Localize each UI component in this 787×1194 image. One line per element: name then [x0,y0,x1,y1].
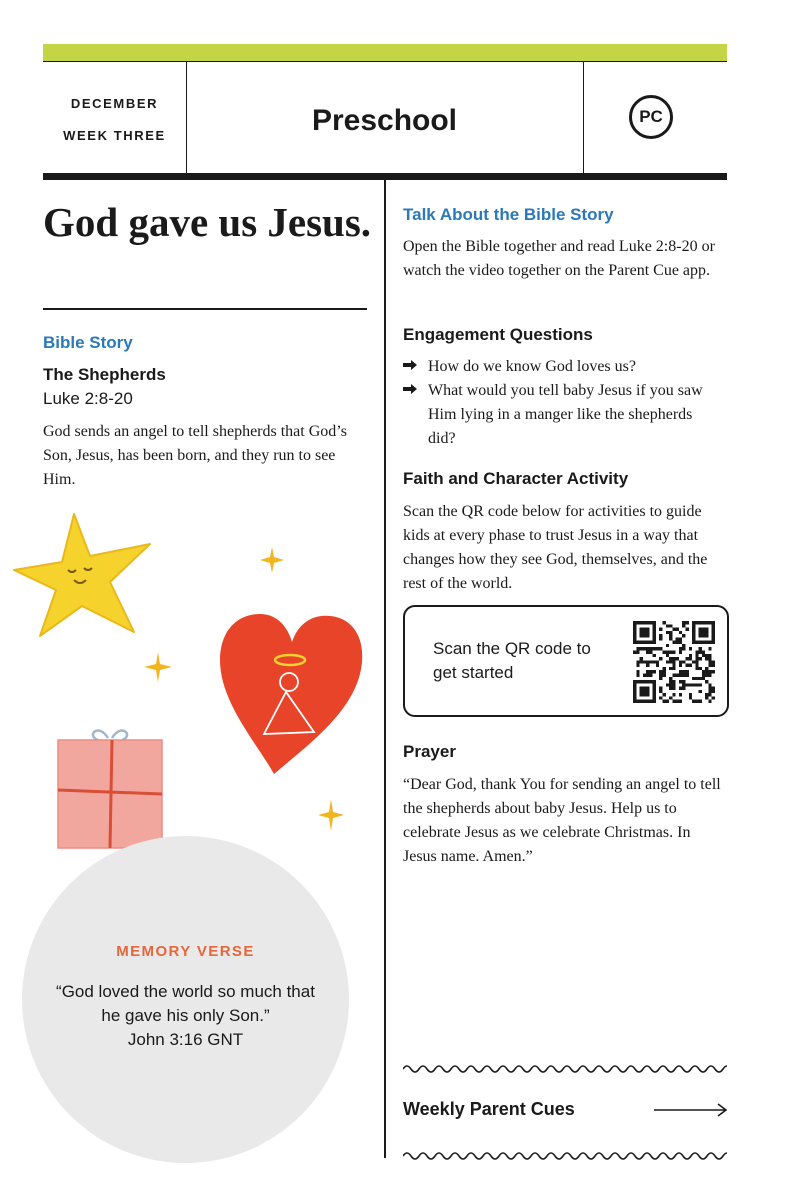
wavy-divider [403,1063,727,1075]
memory-verse-reference: John 3:16 GNT [127,1030,244,1049]
headline: God gave us Jesus. [43,199,372,245]
gift-box-illustration [50,718,170,853]
page-title: Preschool [311,104,458,137]
wavy-divider [403,1150,727,1162]
list-item [403,355,719,379]
activity-heading: Faith and Character Activity [403,469,629,488]
qr-code-box[interactable] [403,605,729,717]
talk-about-text: Open the Bible together and read Luke 2:8-20 or watch the video together on the Parent Cue app. [403,238,715,279]
prayer-heading: Prayer [403,742,456,761]
story-reference: Luke 2:8-20 [43,389,133,408]
sparkle-icon [316,797,346,833]
qr-code-image[interactable] [633,621,715,703]
memory-verse [22,980,349,1052]
prayer-text: “Dear God, thank You for sending an angel to tell the shepherds about baby Jesus. Help us to celebrate Jesus as we celebrate Christmas. In Jesus name. Amen.” [403,776,721,865]
arrow-right-icon[interactable] [654,1102,728,1118]
week-label: WEEK THREE [63,128,166,143]
qr-prompt: Scan the QR code to get started [433,639,591,682]
memory-verse-text: “God loved the world so much that he gave his only Son.” [56,982,315,1025]
question-text: What would you tell baby Jesus if you saw Him lying in a manger like the shepherds did? [428,382,703,447]
question-list [403,355,719,451]
sparkle-icon [258,545,286,575]
arrow-bullet-icon [403,384,417,394]
story-summary: God sends an angel to tell shepherds that God’s Son, Jesus, has been born, and they run to see Him. [43,423,347,488]
sparkle-icon [142,650,174,684]
headline-rule [43,308,367,310]
month-label: DECEMBER [70,96,159,111]
talk-about-heading: Talk About the Bible Story [403,205,614,224]
arrow-bullet-icon [403,360,417,370]
story-title: The Shepherds [43,365,166,384]
engagement-heading: Engagement Questions [403,325,593,344]
header-divider [43,173,727,180]
heart-angel-illustration [216,612,366,778]
list-item [403,379,719,451]
parent-cue-logo [629,95,673,139]
page-header [43,62,727,174]
smiling-star-illustration [12,510,157,640]
top-accent-bar [43,44,727,62]
question-text: How do we know God loves us? [428,358,636,375]
logo-text: PC [639,107,663,126]
date-panel [43,62,187,174]
weekly-parent-cues-link[interactable]: Weekly Parent Cues [403,1099,575,1119]
memory-verse-label: MEMORY VERSE [116,943,255,960]
activity-text: Scan the QR code below for activities to guide kids at every phase to trust Jesus in a way that changes how they see God, themselves, and the rest of the world. [403,503,708,592]
column-divider [384,180,386,1158]
bible-story-heading: Bible Story [43,333,133,352]
